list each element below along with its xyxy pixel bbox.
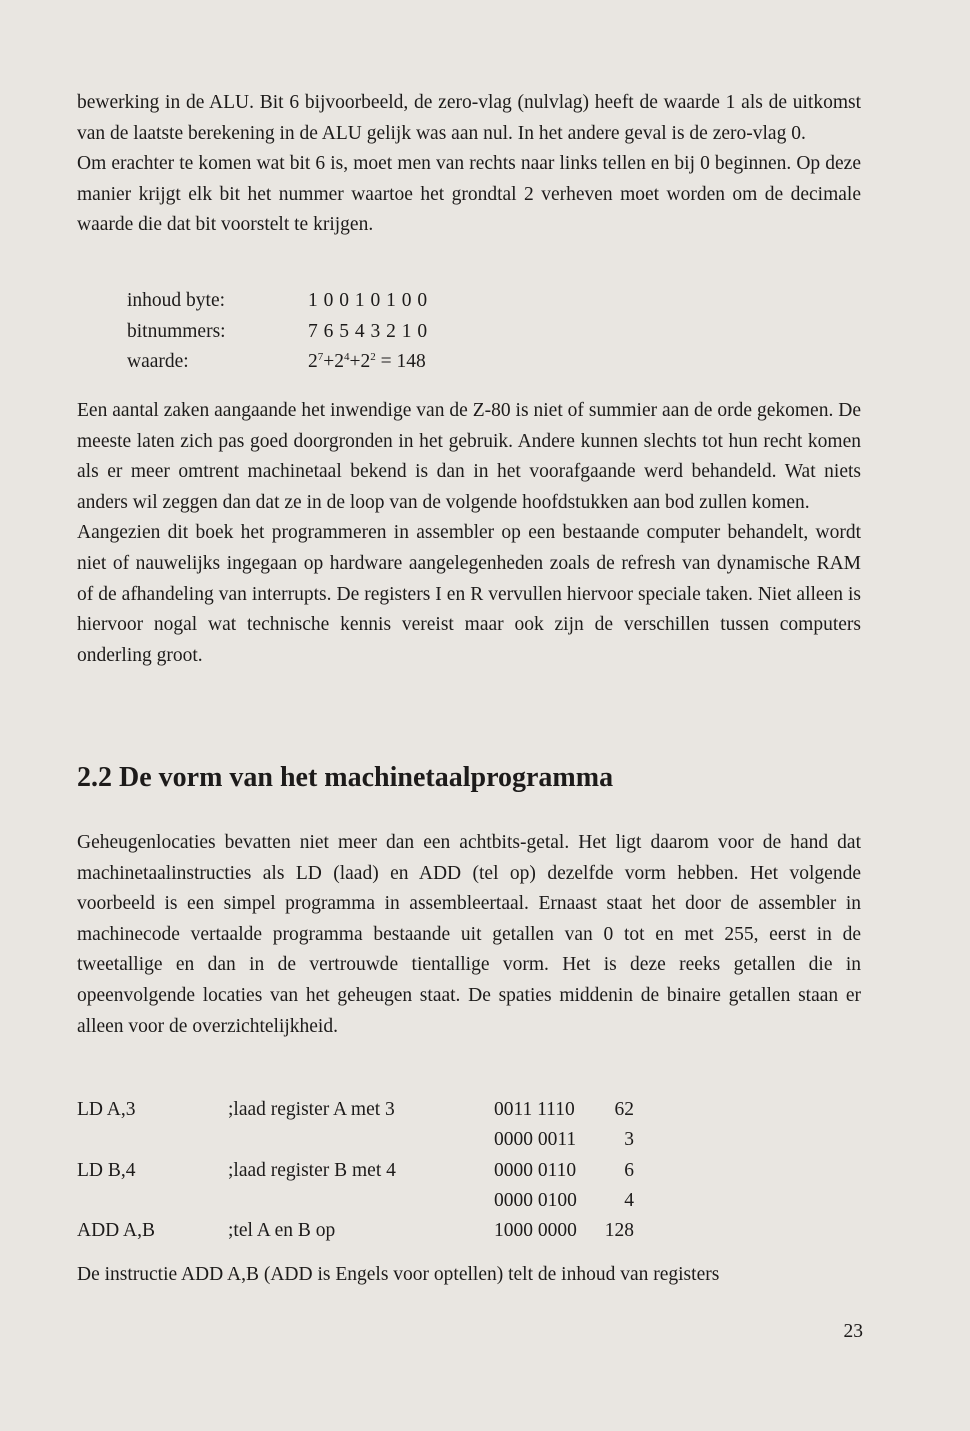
comment: ;laad register B met 4 [228, 1159, 396, 1181]
waarde-formula: $2^7+2^4+2^2 = 148$ [308, 351, 426, 372]
binary-value: 0000 0011 [494, 1129, 577, 1151]
paragraph-z80-internals: Een aantal zaken aangaande het inwendige van de Z-80 is niet of summier aan de orde gekomen. De meeste laten zich pas goed doorgronden in het gebruik. Andere kunnen slechts tot hun recht komen als er meer omtrent machinetaal bekend is dan in het voorafgaande werd behandeld. Wat niets anders wil zeggen dan dat ze in de loop van de volgende hoofdstukken aan bod zullen komen. [77, 400, 861, 513]
byte-row-value: 7 6 5 4 3 2 1 0 [308, 320, 428, 342]
paragraph-alu-zero-flag: bewerking in de ALU. Bit 6 bijvoorbeeld, de zero-vlag (nulvlag) heeft de waarde 1 als de uitkomst van de laatste berekening in de ALU gelijk was aan nul. In het andere geval is de zero-vlag 0. [77, 92, 861, 144]
code-row [77, 1095, 861, 1125]
byte-row-label: bitnummers: [127, 320, 226, 342]
code-row [77, 1125, 861, 1155]
binary-value: 1000 0000 [494, 1220, 577, 1242]
instruction: ADD A,B [77, 1220, 156, 1242]
decimal-value: 62 [614, 1099, 634, 1120]
byte-row-value: 1 0 0 1 0 1 0 0 [308, 290, 428, 311]
assembly-code-table [77, 1095, 861, 1246]
code-row [77, 1156, 861, 1186]
paragraph-add-instruction: De instructie ADD A,B (ADD is Engels voor optellen) telt de inhoud van registers [77, 1264, 720, 1285]
byte-row-label: inhoud byte: [127, 290, 226, 311]
code-row [77, 1216, 861, 1246]
decimal-value: 6 [624, 1159, 634, 1181]
binary-value: 0000 0100 [494, 1189, 577, 1211]
binary-value: 0011 1110 [494, 1099, 575, 1120]
paragraph-bit-counting: Om erachter te komen wat bit 6 is, moet men van rechts naar links tellen en bij 0 beginnen. Op deze manier krijgt elk bit het nummer waartoe het grondtal 2 verheven moet worden om de decimale waarde die dat bit voorstelt te krijgen. [77, 153, 861, 236]
intro-text [77, 88, 861, 241]
section-heading: 2.2 De vorm van het machinetaalprogramma [77, 762, 614, 793]
middle-text [77, 396, 861, 671]
code-row [77, 1186, 861, 1216]
section-text [77, 828, 861, 1042]
decimal-value: 4 [624, 1189, 634, 1211]
page-number: 23 [843, 1321, 863, 1342]
binary-value: 0000 0110 [494, 1159, 577, 1181]
comment: ;laad register A met 3 [228, 1099, 395, 1120]
decimal-value: 3 [624, 1129, 634, 1151]
instruction: LD B,4 [77, 1159, 136, 1181]
decimal-value: 128 [604, 1220, 634, 1242]
waarde-label: waarde: [127, 351, 189, 372]
comment: ;tel A en B op [228, 1220, 336, 1242]
paragraph-memory-locations: Geheugenlocaties bevatten niet meer dan een achtbits-getal. Het ligt daarom voor de hand dat machinetaalinstructies als LD (laad) en ADD (tel op) dezelfde vorm hebben. Het volgende voorbeeld is een simpel programma in assembleertaal. Ernaast staat het door de assembler in machinecode vertaalde programma bestaande uit getallen van 0 tot en met 255, eerst in de tweetallige en dan in de vertrouwde tientallige vorm. Het is deze reeks getallen die in opeenvolgende locaties van het geheugen staat. De spaties middenin de binaire getallen staan er alleen voor de overzichtelijkheid. [77, 832, 861, 1037]
instruction: LD A,3 [77, 1099, 136, 1120]
paragraph-hardware: Aangezien dit boek het programmeren in assembler op een bestaande computer behandelt, wordt niet of nauwelijks ingegaan op hardware aangelegenheden zoals de refresh van dynamische RAM of de afhandeling van interrupts. De registers I en R vervullen hiervoor speciale taken. Niet alleen is hiervoor nogal wat technische kennis vereist maar ook zijn de verschillen tussen computers onderling groot. [77, 522, 861, 666]
bottom-text [77, 1260, 861, 1291]
